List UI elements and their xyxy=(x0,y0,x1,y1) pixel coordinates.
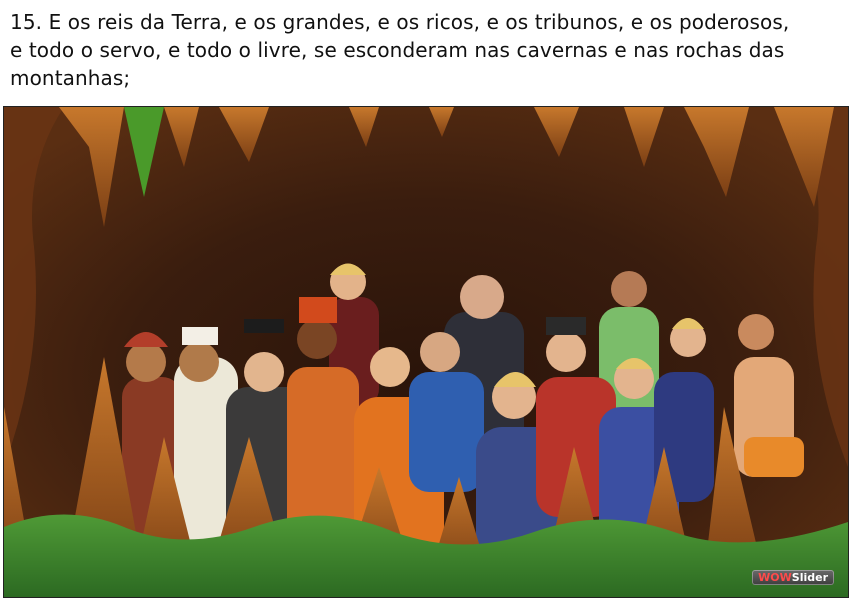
caption-line-2: e todo o servo, e todo o livre, se esconderam nas cavernas e nas rochas das xyxy=(10,38,785,62)
caption-line-1: 15. E os reis da Terra, e os grandes, e os ricos, e os tribunos, e os poderosos, xyxy=(10,10,790,34)
cave-illustration xyxy=(4,107,848,597)
wowslider-watermark[interactable]: WOWSlider xyxy=(752,570,834,585)
slide-image-frame xyxy=(3,106,849,598)
verse-caption xyxy=(10,8,840,92)
caption-line-3: montanhas; xyxy=(10,66,131,90)
